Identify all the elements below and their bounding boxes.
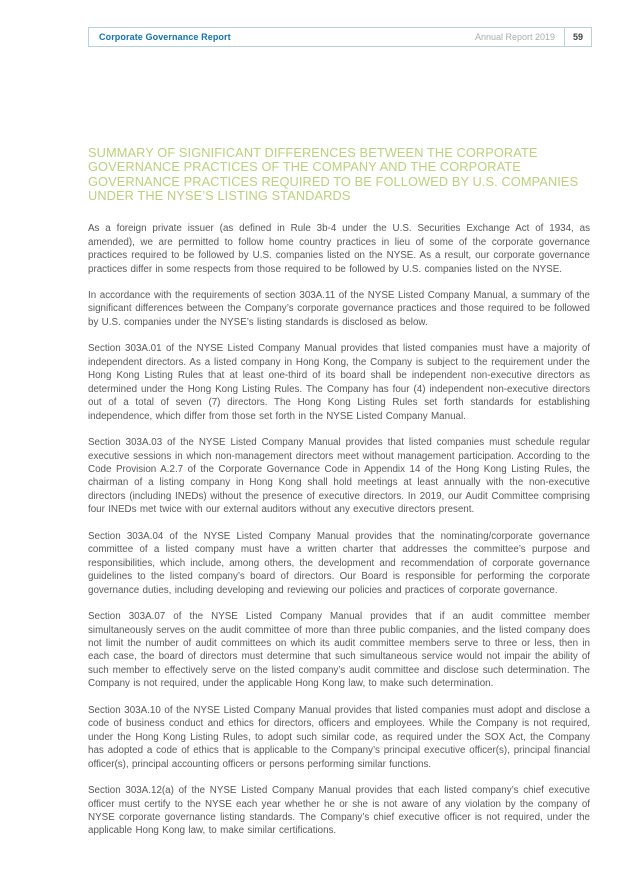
page-header — [88, 27, 592, 47]
body-paragraph: Section 303A.04 of the NYSE Listed Company Manual provides that the nominating/corporate governance committee of a listed company must have a written charter that addresses the committee’s purpose and responsibilities, which include, among others, the development and recommendation of corporate governance guidelines to the listed company’s board of directors. Our Board is responsible for performing the corporate governance duties, including developing and reviewing our policies and practices of corporate governance. — [88, 530, 590, 596]
body-paragraph: Section 303A.10 of the NYSE Listed Company Manual provides that listed companies must adopt and disclose a code of business conduct and ethics for directors, officers and employees. While the Company is not required, under the Hong Kong Listing Rules, to adopt such similar code, as required under the SOX Act, the Company has adopted a code of ethics that is applicable to the Company’s principal executive officer(s), principal financial officer(s), principal accounting officers or persons performing similar functions. — [88, 704, 590, 770]
body-paragraph: Section 303A.12(a) of the NYSE Listed Company Manual provides that each listed company’s chief executive officer must certify to the NYSE each year whether he or she is not aware of any violation by the company of NYSE corporate governance listing standards. The Company’s chief executive officer is not required, under the applicable Hong Kong law, to make similar certifications. — [88, 785, 590, 837]
body-paragraph: Section 303A.03 of the NYSE Listed Company Manual provides that listed companies must schedule regular executive sessions in which non-management directors meet without management participation. According to the Code Provision A.2.7 of the Corporate Governance Code in Appendix 14 of the Hong Kong Listing Rules, the chairman of a listing company in Hong Kong shall hold meetings at least annually with the non-executive directors (including INEDs) without the presence of executive directors. In 2019, our Audit Committee comprising four INEDs met twice with our external auditors without any executive directors present. — [88, 437, 590, 516]
page-number: 59 — [564, 28, 591, 46]
header-section-label: Corporate Governance Report — [99, 32, 231, 42]
page-title: SUMMARY OF SIGNIFICANT DIFFERENCES BETWEEN THE CORPORATE GOVERNANCE PRACTICES OF THE COMPANY AND THE CORPORATE GOVERNANCE PRACTICES REQUIRED TO BE FOLLOWED BY U.S. COMPANIES UNDER THE NYSE’S LISTING STANDARDS — [88, 145, 579, 203]
body-paragraph: As a foreign private issuer (as defined in Rule 3b-4 under the U.S. Securities Exchange Act of 1934, as amended), we are permitted to follow home country practices in lieu of some of the corporate governance practices required to be followed by U.S. companies listed on the NYSE. As a result, our corporate governance practices differ in some respects from those required to be followed by U.S. companies listed on the NYSE. — [88, 223, 590, 275]
body-paragraph: Section 303A.01 of the NYSE Listed Company Manual provides that listed companies must have a majority of independent directors. As a listed company in Hong Kong, the Company is subject to the requirement under the Hong Kong Listing Rules that at least one-third of its board shall be independent non-executive directors as determined under the Hong Kong Listing Rules. The Company has four (4) independent non-executive directors out of a total of seven (7) directors. The Hong Kong Listing Rules set forth standards for establishing independence, which differ from those set forth in the NYSE Listed Company Manual. — [88, 343, 590, 422]
header-spacer — [231, 28, 475, 46]
body-paragraph: Section 303A.07 of the NYSE Listed Company Manual provides that if an audit committee member simultaneously serves on the audit committee of more than three public companies, and the listed company does not limit the number of audit committees on which its audit committee members serve to three or less, then in each case, the board of directors must determine that such simultaneous service would not impair the ability of such member to effectively serve on the listed company’s audit committee and disclose such determination. The Company is not required, under the applicable Hong Kong law, to make such determination. — [88, 611, 590, 690]
header-report-label: Annual Report 2019 — [474, 32, 555, 42]
body-paragraph: In accordance with the requirements of section 303A.11 of the NYSE Listed Company Manual, a summary of the significant differences between the Company’s corporate governance practices and those required to be followed by U.S. companies under the NYSE’s listing standards is disclosed as below. — [88, 290, 590, 328]
document-body — [88, 146, 590, 838]
